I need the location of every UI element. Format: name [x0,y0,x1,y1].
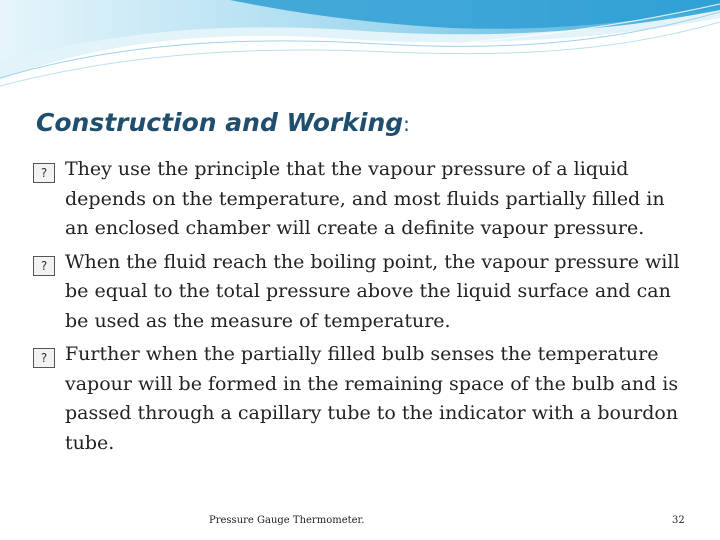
slide-body [33,155,683,462]
paragraph-text: Further when the partially filled bulb senses the temperature vapour will be formed in the remaining space of the bulb and is passed through a capillary tube to the indicator with a bourdon tube. [65,343,679,454]
slide-title [36,108,410,137]
paragraph-text: When the fluid reach the boiling point, the vapour pressure will be equal to the total pressure above the liquid surface and can be used as the measure of temperature. [65,250,680,332]
paragraph-text: They use the principle that the vapour pressure of a liquid depends on the temperature, and most fluids partially filled in an enclosed chamber will create a definite vapour pressure. [65,158,665,239]
missing-glyph-icon: ? [33,348,55,368]
slide-footer: Pressure Gauge Thermometer. [209,515,365,526]
bullet-paragraph-2 [33,248,683,337]
slide-title-text: Construction and Working [36,108,404,137]
header-wave-decoration [0,0,720,95]
missing-glyph-icon: ? [33,163,55,183]
bullet-paragraph-3 [33,340,683,458]
missing-glyph-icon: ? [33,256,55,276]
slide-title-colon: : [403,112,410,136]
page-number: 32 [672,515,685,526]
bullet-paragraph-1 [33,155,683,244]
